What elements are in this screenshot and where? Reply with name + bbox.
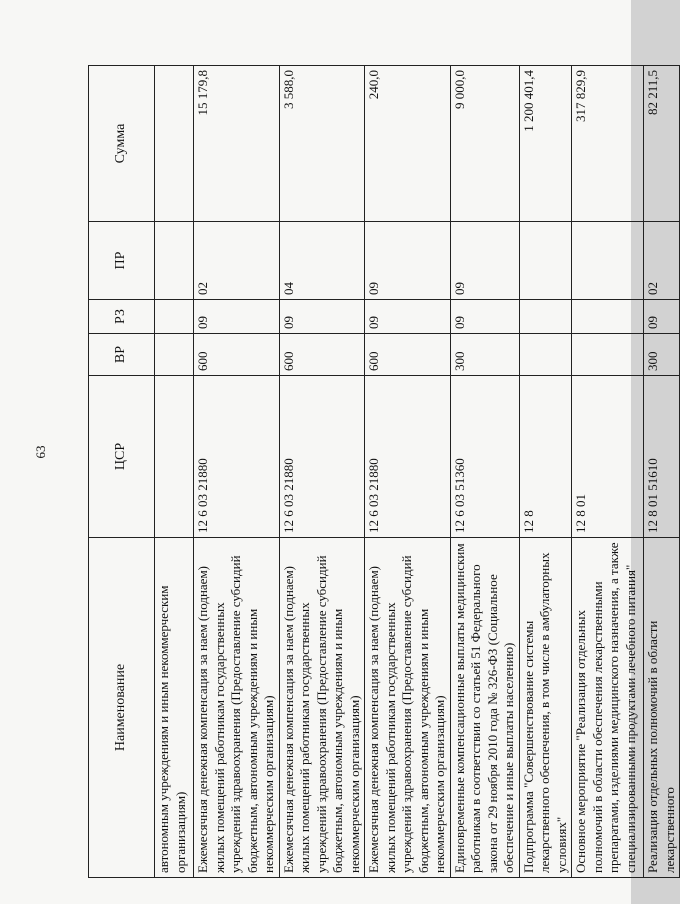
cell-csr: 12 8 01 51610 <box>644 376 680 538</box>
table-row <box>644 66 680 878</box>
cell-csr: 12 6 03 21880 <box>279 376 365 538</box>
cell-pr <box>155 222 194 300</box>
cell-sum: 3 588,0 <box>279 66 365 222</box>
cell-pr: 09 <box>365 222 451 300</box>
cell-pr <box>519 222 572 300</box>
cell-rz: 09 <box>644 300 680 334</box>
cell-name: Ежемесячная денежная компенсация за наем (поднаем) жилых помещений работникам государственных учреждений здравоохранения (Предоставление субсидий бюджетным, автономным учреждениям и иным некоммерческим организациям) <box>279 538 365 878</box>
header-pr: ПР <box>89 222 155 300</box>
cell-vr: 600 <box>279 334 365 376</box>
cell-sum: 240,0 <box>365 66 451 222</box>
header-rz: РЗ <box>89 300 155 334</box>
cell-sum: 317 829,9 <box>572 66 644 222</box>
cell-rz: 09 <box>365 300 451 334</box>
cell-pr: 02 <box>194 222 280 300</box>
budget-table <box>88 65 680 878</box>
cell-name: Ежемесячная денежная компенсация за наем (поднаем) жилых помещений работникам государственных учреждений здравоохранения (Предоставление субсидий бюджетным, автономным учреждениям и иным некоммерческим организациям) <box>365 538 451 878</box>
cell-vr: 300 <box>450 334 519 376</box>
header-vr: ВР <box>89 334 155 376</box>
cell-vr: 600 <box>365 334 451 376</box>
cell-name: Основное мероприятие "Реализация отдельных полномочий в области обеспечения лекарственными препаратами, изделиями медицинского назначения, а также специализированными продуктами лечебного питания" <box>572 538 644 878</box>
cell-sum: 82 211,5 <box>644 66 680 222</box>
cell-rz: 09 <box>279 300 365 334</box>
cell-rz <box>519 300 572 334</box>
cell-rz: 09 <box>194 300 280 334</box>
table-row <box>519 66 572 878</box>
cell-vr <box>572 334 644 376</box>
page-number: 63 <box>33 445 48 459</box>
table-row <box>365 66 451 878</box>
cell-pr <box>572 222 644 300</box>
cell-sum: 9 000,0 <box>450 66 519 222</box>
header-csr: ЦСР <box>89 376 155 538</box>
cell-vr <box>155 334 194 376</box>
header-name: Наименование <box>89 538 155 878</box>
cell-vr: 300 <box>644 334 680 376</box>
cell-pr: 02 <box>644 222 680 300</box>
cell-sum: 15 179,8 <box>194 66 280 222</box>
table-row <box>450 66 519 878</box>
cell-csr: 12 8 <box>519 376 572 538</box>
cell-pr: 04 <box>279 222 365 300</box>
cell-csr: 12 6 03 21880 <box>194 376 280 538</box>
cell-csr <box>155 376 194 538</box>
cell-name: Реализация отдельных полномочий в области лекарственного <box>644 538 680 878</box>
cell-name: Подпрограмма "Совершенствование системы лекарственного обеспечения, в том числе в амбулаторных условиях" <box>519 538 572 878</box>
cell-rz <box>155 300 194 334</box>
table-row <box>155 66 194 878</box>
cell-name: автономным учреждениям и иным некоммерческим организациям) <box>155 538 194 878</box>
cell-rz <box>572 300 644 334</box>
table-row <box>279 66 365 878</box>
table-row <box>194 66 280 878</box>
cell-csr: 12 8 01 <box>572 376 644 538</box>
cell-sum: 1 200 401,4 <box>519 66 572 222</box>
cell-vr <box>519 334 572 376</box>
cell-csr: 12 6 03 21880 <box>365 376 451 538</box>
cell-csr: 12 6 03 51360 <box>450 376 519 538</box>
cell-name: Единовременные компенсационные выплаты медицинским работникам в соответствии со статьей 51 Федерального закона от 29 ноября 2010 года № 326-ФЗ (Социальное обеспечение и иные выплаты населению) <box>450 538 519 878</box>
table-header-row <box>89 66 155 878</box>
cell-pr: 09 <box>450 222 519 300</box>
rotated-table-container <box>88 66 677 878</box>
table-row <box>572 66 644 878</box>
cell-name: Ежемесячная денежная компенсация за наем (поднаем) жилых помещений работникам государственных учреждений здравоохранения (Предоставление субсидий бюджетным, автономным учреждениям и иным некоммерческим организациям) <box>194 538 280 878</box>
header-sum: Сумма <box>89 66 155 222</box>
cell-vr: 600 <box>194 334 280 376</box>
cell-sum <box>155 66 194 222</box>
cell-rz: 09 <box>450 300 519 334</box>
